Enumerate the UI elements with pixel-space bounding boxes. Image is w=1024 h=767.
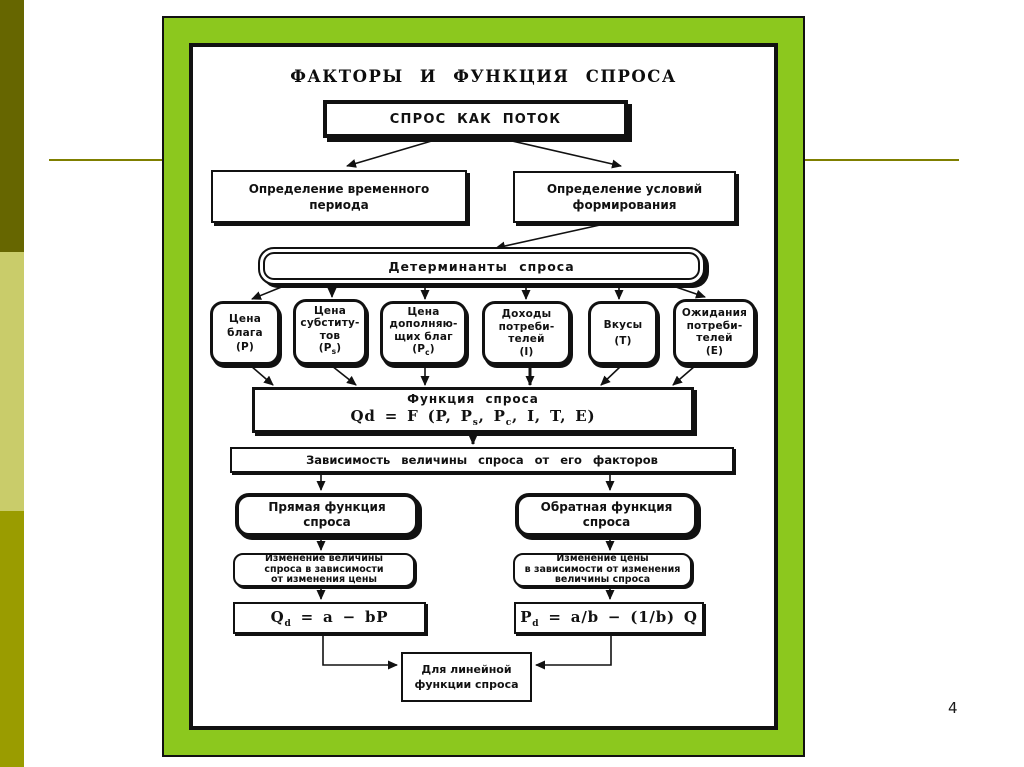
node-factor-substitutes — [293, 299, 367, 365]
sidebar-segment-light — [0, 252, 24, 511]
framed-panel — [162, 16, 805, 757]
divider-line-right — [805, 159, 959, 161]
node-label-line: потреби- — [686, 319, 743, 332]
node-determinants — [258, 247, 705, 285]
divider-line-left — [49, 159, 163, 161]
node-label-line: Цена — [407, 305, 440, 318]
node-label-line: Доходы — [501, 308, 552, 320]
page-number: 4 — [948, 699, 958, 717]
node-price-change — [513, 553, 692, 587]
node-label-line: Цена — [228, 313, 261, 325]
determinants-inner — [263, 252, 700, 280]
factor-symbol: (P) — [236, 341, 254, 353]
node-factor-complements — [380, 301, 467, 365]
node-inverse-formula — [514, 602, 704, 634]
arrow-factor5-to-function — [601, 366, 621, 385]
node-label-line: Вкусы — [603, 319, 643, 331]
node-label-line: Обратная функция — [540, 500, 673, 514]
arrow-det-to-factor6 — [673, 286, 705, 297]
factor-symbol: $(P_s)$ — [318, 342, 342, 357]
arrow-factor6-to-function — [673, 366, 695, 385]
factor-symbol: (E) — [705, 344, 724, 357]
arrow-factor2-to-function — [332, 366, 356, 385]
arrow-pformula-to-linear — [536, 635, 611, 665]
node-label-line: телей — [696, 332, 733, 344]
node-label: Функция спроса — [407, 392, 539, 406]
node-factor-expectations — [673, 299, 756, 365]
sidebar-accent-bar — [0, 0, 24, 767]
node-time-period — [211, 170, 467, 223]
diagram-title: ФАКТОРЫ И ФУНКЦИЯ СПРОСА — [290, 67, 677, 86]
node-label: Зависимость величины спроса от его факторов — [306, 453, 658, 467]
node-label: СПРОС КАК ПОТОК — [389, 111, 562, 127]
node-label-line: блага — [227, 327, 263, 339]
sidebar-segment-olive — [0, 511, 24, 767]
node-label-line: функции спроса — [414, 678, 519, 691]
node-label-line: периода — [309, 197, 369, 212]
factor-symbol: (I) — [519, 345, 534, 358]
node-label: Детерминанты спроса — [388, 258, 575, 274]
node-quantity-change — [233, 553, 415, 587]
node-dependency — [230, 447, 734, 473]
node-label-line: Изменение величины — [264, 553, 384, 565]
node-label-line: субститу- — [300, 317, 360, 330]
node-inverse-function — [515, 493, 698, 537]
arrow-qformula-to-linear — [323, 635, 397, 665]
node-label-line: Цена — [313, 304, 346, 317]
node-label-line: тов — [319, 329, 341, 342]
direct-formula-text: $Q_d = a$ − bP — [270, 607, 389, 629]
node-label-line: Определение временного — [248, 181, 430, 196]
arrow-root-to-conditions — [508, 140, 621, 166]
node-label-line: формирования — [572, 198, 677, 212]
node-label-line: величины спроса — [554, 574, 651, 586]
node-label-line: Изменение цены — [556, 553, 649, 565]
node-label-line: спроса в зависимости — [264, 563, 384, 575]
node-factor-incomes — [482, 301, 571, 365]
inverse-formula-text: $P_d = a/b - (1/b)$ Q — [520, 607, 698, 629]
node-formation-conditions — [513, 171, 736, 223]
sidebar-segment-dark — [0, 0, 24, 252]
factor-symbol: $(P_c)$ — [412, 343, 435, 358]
node-demand-function — [252, 387, 694, 433]
node-label-line: Определение условий — [546, 182, 703, 196]
node-label-line: потреби- — [498, 320, 555, 333]
demand-function-formula: Qd = F (P, $P_s$, $P_c$, I, T, E) — [350, 407, 596, 428]
node-demand-as-flow — [323, 100, 628, 138]
node-label-line: Ожидания — [681, 307, 748, 319]
node-factor-price — [210, 301, 280, 365]
panel-inner — [189, 43, 778, 730]
arrow-factor1-to-function — [251, 366, 273, 385]
arrow-conditions-to-determinants — [496, 225, 600, 248]
node-label-line: дополняю- — [389, 318, 458, 331]
node-label-line: телей — [508, 333, 545, 345]
node-label-line: в зависимости от изменения — [524, 563, 681, 575]
node-linear-note — [401, 652, 532, 702]
node-factor-tastes — [588, 301, 658, 365]
node-label-line: щих благ — [394, 330, 453, 343]
node-label-line: Для линейной — [421, 663, 512, 676]
node-direct-function — [235, 493, 419, 537]
arrow-det-to-factor1 — [252, 286, 284, 299]
node-label-line: спроса — [303, 515, 351, 529]
node-direct-formula — [233, 602, 426, 634]
node-label-line: от изменения цены — [271, 574, 377, 586]
node-label-line: Прямая функция — [268, 500, 386, 514]
factor-symbol: (T) — [614, 335, 632, 347]
node-label-line: спроса — [582, 515, 631, 529]
arrow-root-to-period — [347, 140, 435, 166]
